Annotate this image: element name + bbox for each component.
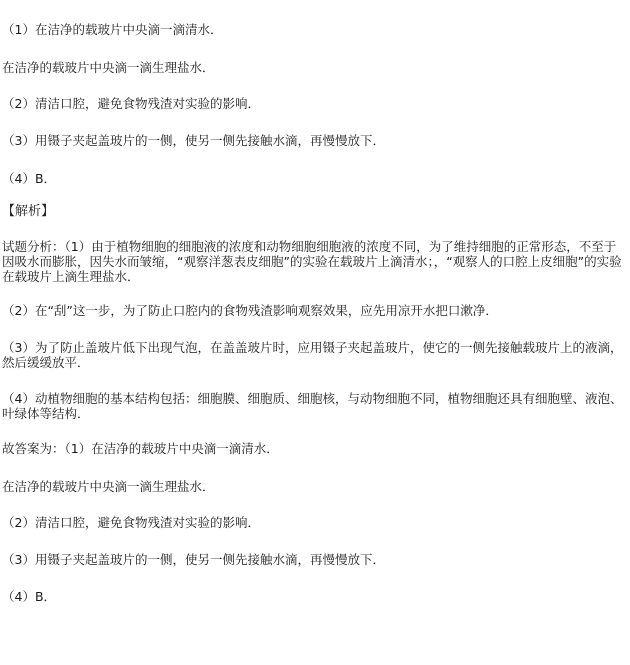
answer-q1-line1: （1）在洁净的载玻片中央滴一滴清水． xyxy=(2,22,223,37)
final-answer-q4: （4）B． xyxy=(2,589,57,604)
answer-q2: （2）清洁口腔，避免食物残渣对实验的影响． xyxy=(2,96,260,111)
analysis-paragraph-2: （2）在“刮”这一步，为了防止口腔内的食物残渣影响观察效果，应先用凉开水把口漱净． xyxy=(2,303,498,318)
final-answer-q1-line2: 在洁净的载玻片中央滴一滴生理盐水． xyxy=(2,479,215,494)
final-answer-q2: （2）清洁口腔，避免食物残渣对实验的影响． xyxy=(2,515,260,530)
analysis-paragraph-1: 试题分析：（1）由于植物细胞的细胞液的浓度和动物细胞细胞液的浓度不同，为了维持细胞的正常形态，不至于因吸水而膨胀，因失水而皱缩，“观察洋葱表皮细胞”的实验在载玻片上滴清水；，“观察人的口腔上皮细胞”的实验在载玻片上滴生理盐水． xyxy=(2,239,622,284)
answer-q1-line2: 在洁净的载玻片中央滴一滴生理盐水． xyxy=(2,60,215,75)
answer-q3: （3）用镊子夹起盖玻片的一侧，使另一侧先接触水滴，再慢慢放下． xyxy=(2,133,385,148)
analysis-paragraph-3: （3）为了防止盖玻片低下出现气泡，在盖盖玻片时，应用镊子夹起盖玻片，使它的一侧先接触载玻片上的液滴，然后缓缓放平． xyxy=(2,340,623,370)
analysis-paragraph-4: （4）动植物细胞的基本结构包括：细胞膜、细胞质、细胞核，与动物细胞不同，植物细胞还具有细胞壁、液泡、叶绿体等结构． xyxy=(2,391,623,421)
answer-q4: （4）B． xyxy=(2,171,57,186)
analysis-heading: 【解析】 xyxy=(2,204,55,219)
final-answer-q3: （3）用镊子夹起盖玻片的一侧，使另一侧先接触水滴，再慢慢放下． xyxy=(2,552,385,567)
final-answer-intro: 故答案为：（1）在洁净的载玻片中央滴一滴清水． xyxy=(2,441,279,456)
